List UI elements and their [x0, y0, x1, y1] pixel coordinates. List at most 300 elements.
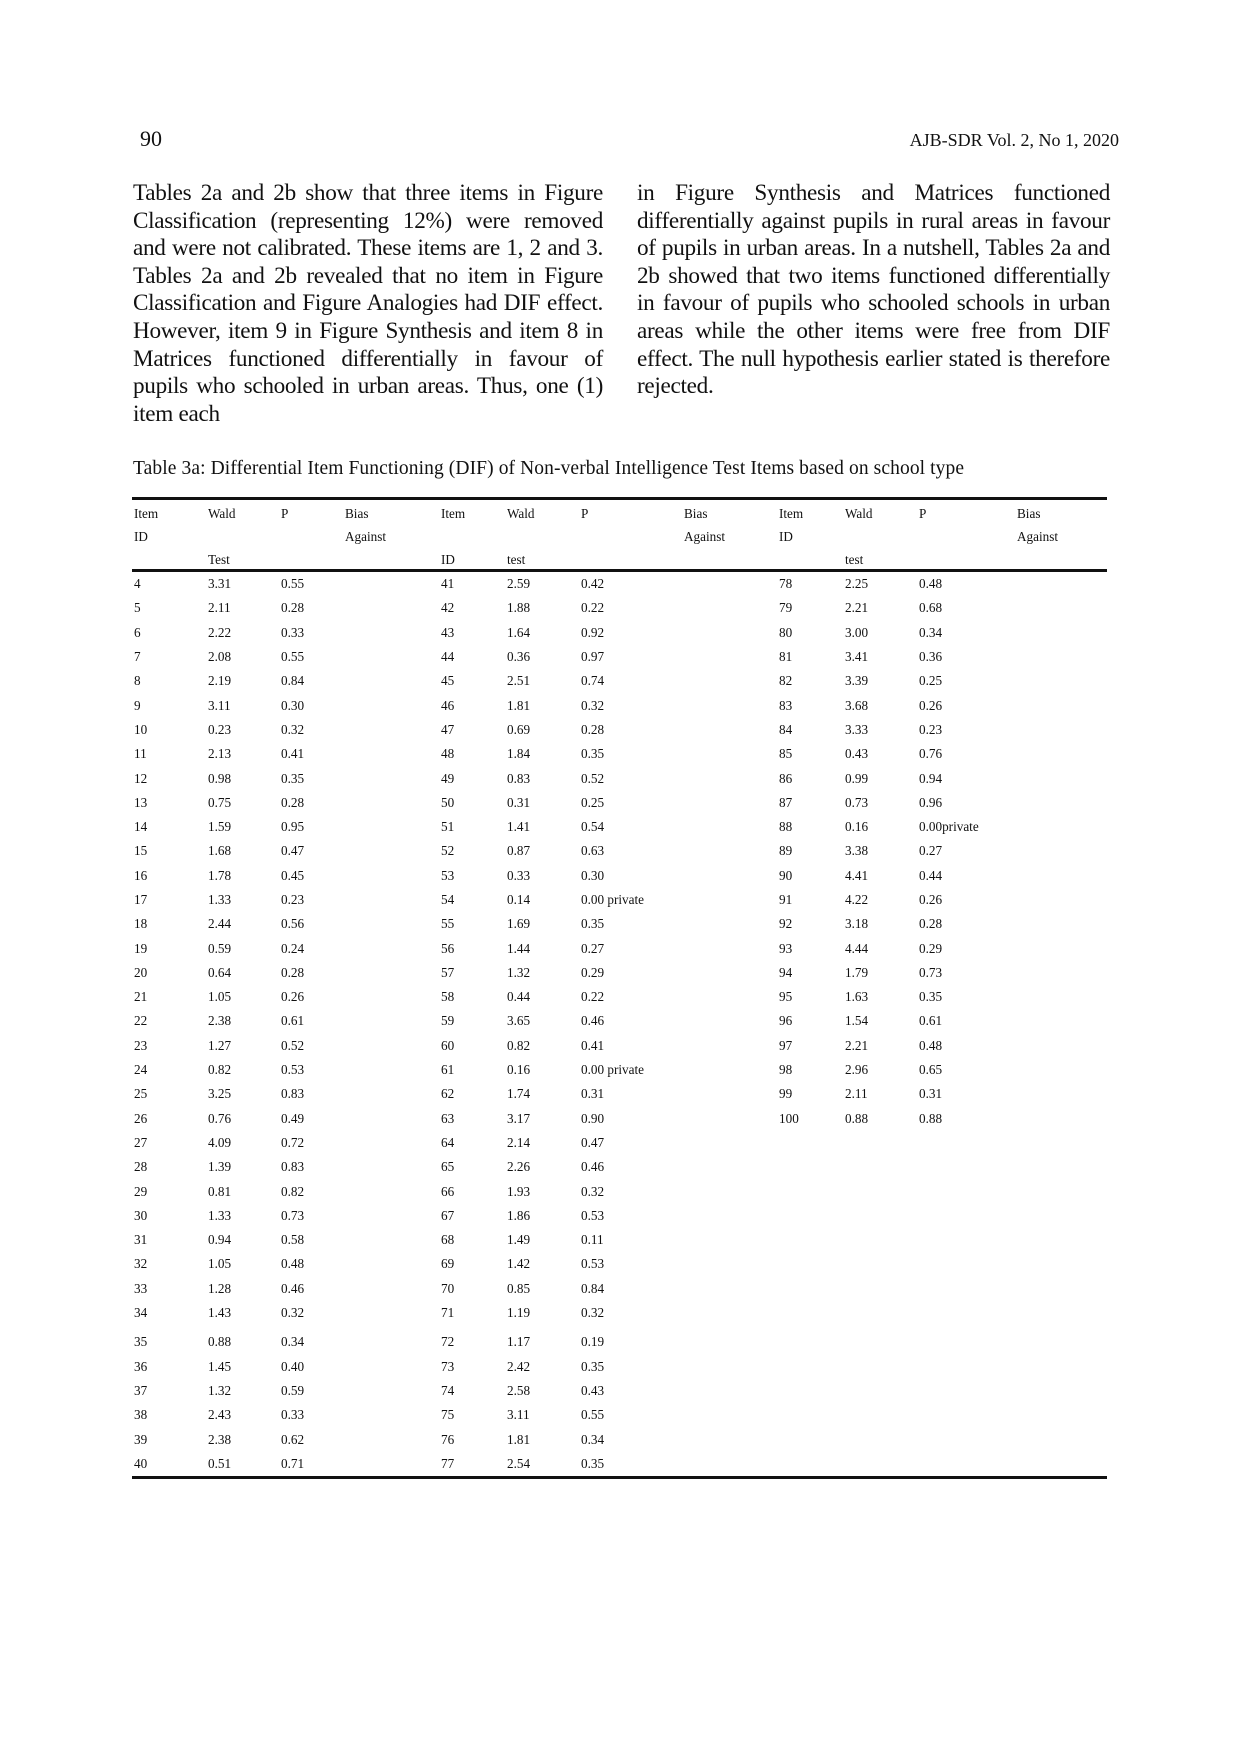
cell-wald-test: 3.31 — [208, 576, 232, 592]
cell-item-id — [777, 1155, 843, 1179]
cell-bias-against — [1015, 791, 1107, 815]
cell-bias-against — [682, 621, 777, 645]
cell-bias-against — [1015, 1107, 1107, 1131]
header-cell-p-value: P — [579, 499, 682, 524]
cell-p-value: 0.23 — [281, 892, 305, 907]
cell-wald-test: 0.44 — [507, 989, 531, 1005]
cell-wald-test: 1.68 — [208, 843, 232, 859]
cell-p-value: 0.00private — [919, 819, 979, 835]
cell-item-id: 43 — [441, 624, 455, 640]
header-cell-item-id: Item — [132, 499, 206, 524]
cell-p-value: 0.54 — [581, 819, 605, 835]
cell-bias-against — [682, 1155, 777, 1179]
dif-table — [132, 497, 1107, 1479]
cell-bias-against — [343, 815, 439, 839]
cell-bias-against — [682, 1427, 777, 1451]
header-cell-p-value — [579, 523, 682, 546]
cell-bias-against — [343, 1131, 439, 1155]
cell-bias-against — [682, 985, 777, 1009]
cell-p-value: 0.35 — [579, 1452, 682, 1478]
cell-wald-test: 0.51 — [206, 1452, 279, 1478]
cell-p-value: 0.59 — [281, 1382, 305, 1398]
table-row — [132, 742, 1107, 766]
table-row — [132, 1107, 1107, 1131]
cell-wald-test: 0.81 — [208, 1183, 232, 1199]
cell-p-value: 0.35 — [581, 746, 605, 762]
cell-item-id: 12 — [134, 770, 148, 786]
cell-wald-test: 4.44 — [845, 940, 869, 956]
header-cell-wald-test: test — [843, 546, 917, 571]
cell-wald-test: 2.19 — [208, 673, 232, 689]
cell-wald-test: 2.38 — [208, 1013, 232, 1029]
cell-wald-test: 2.26 — [507, 1159, 531, 1175]
cell-bias-against — [1015, 815, 1107, 839]
cell-p-value: 0.34 — [281, 1334, 305, 1350]
cell-p-value: 0.30 — [281, 697, 305, 713]
header-cell-p-value — [917, 546, 1015, 571]
cell-p-value: 0.36 — [919, 649, 943, 665]
cell-wald-test: 1.42 — [507, 1256, 531, 1272]
header-cell-wald-test — [505, 523, 579, 546]
cell-wald-test: 2.14 — [507, 1134, 531, 1150]
cell-wald-test: 1.33 — [208, 892, 232, 907]
cell-bias-against — [682, 571, 777, 597]
cell-p-value: 0.00 private — [581, 1062, 644, 1078]
cell-item-id: 29 — [134, 1183, 148, 1199]
cell-wald-test: 2.38 — [208, 1431, 232, 1447]
cell-p-value: 0.61 — [281, 1013, 305, 1029]
cell-item-id: 42 — [441, 600, 455, 616]
cell-wald-test: 2.43 — [208, 1407, 232, 1423]
table-row — [132, 1252, 1107, 1276]
cell-item-id: 100 — [779, 1110, 799, 1126]
cell-wald-test: 1.78 — [208, 867, 232, 883]
cell-bias-against — [343, 1252, 439, 1276]
cell-bias-against — [1015, 742, 1107, 766]
cell-p-value: 0.52 — [281, 1037, 305, 1053]
cell-bias-against — [682, 1379, 777, 1403]
header-cell-bias-against: Against — [345, 529, 387, 544]
cell-item-id: 6 — [134, 624, 141, 640]
cell-item-id: 88 — [779, 819, 793, 835]
cell-p-value: 0.32 — [281, 1305, 305, 1321]
cell-p-value: 0.55 — [281, 649, 305, 665]
cell-wald-test: 0.16 — [507, 1062, 531, 1078]
cell-bias-against — [682, 1228, 777, 1252]
cell-wald-test: 2.11 — [208, 600, 231, 616]
cell-item-id: 31 — [134, 1232, 148, 1248]
cell-p-value — [917, 1277, 1015, 1301]
table-body — [132, 571, 1107, 1478]
cell-bias-against — [1015, 1355, 1107, 1379]
cell-wald-test: 0.14 — [507, 892, 531, 907]
cell-wald-test — [843, 1379, 917, 1403]
cell-item-id — [777, 1427, 843, 1451]
cell-bias-against — [1015, 669, 1107, 693]
cell-p-value — [917, 1427, 1015, 1451]
cell-item-id: 55 — [441, 916, 455, 932]
header-cell-bias-against — [1015, 546, 1107, 571]
cell-item-id: 78 — [779, 576, 793, 592]
cell-item-id: 85 — [779, 746, 793, 762]
cell-wald-test: 2.54 — [505, 1452, 579, 1478]
cell-item-id: 83 — [779, 697, 793, 713]
cell-p-value: 0.55 — [581, 1407, 605, 1423]
cell-wald-test: 1.19 — [507, 1305, 531, 1321]
cell-wald-test: 1.79 — [845, 964, 869, 980]
cell-item-id: 26 — [134, 1110, 148, 1126]
cell-wald-test — [843, 1252, 917, 1276]
cell-bias-against — [1015, 1301, 1107, 1325]
cell-p-value: 0.97 — [581, 649, 605, 665]
cell-wald-test: 2.42 — [507, 1358, 531, 1374]
cell-item-id: 20 — [134, 964, 148, 980]
header-cell-item-id — [439, 523, 505, 546]
cell-item-id: 70 — [441, 1280, 455, 1296]
cell-wald-test: 1.05 — [208, 989, 232, 1005]
cell-wald-test: 0.73 — [845, 794, 869, 810]
cell-wald-test: 1.43 — [208, 1305, 232, 1321]
cell-item-id: 37 — [134, 1382, 148, 1398]
cell-p-value: 0.32 — [581, 1305, 605, 1321]
cell-item-id: 15 — [134, 843, 148, 859]
cell-bias-against — [1015, 645, 1107, 669]
cell-item-id: 17 — [134, 892, 148, 907]
cell-p-value: 0.65 — [919, 1062, 943, 1078]
cell-wald-test: 1.81 — [507, 1431, 531, 1447]
cell-bias-against — [1015, 1179, 1107, 1203]
cell-wald-test: 1.74 — [507, 1086, 531, 1102]
cell-wald-test: 3.25 — [208, 1086, 232, 1102]
cell-p-value — [917, 1204, 1015, 1228]
cell-wald-test: 2.96 — [845, 1062, 869, 1078]
cell-p-value — [917, 1301, 1015, 1325]
cell-item-id: 36 — [134, 1358, 148, 1374]
cell-item-id — [777, 1228, 843, 1252]
cell-p-value: 0.63 — [581, 843, 605, 859]
cell-p-value: 0.96 — [919, 794, 943, 810]
cell-item-id: 34 — [134, 1305, 148, 1321]
cell-bias-against — [343, 1009, 439, 1033]
cell-p-value: 0.27 — [581, 940, 605, 956]
header-cell-p-value — [279, 523, 343, 546]
cell-p-value: 0.28 — [281, 964, 305, 980]
cell-item-id — [777, 1131, 843, 1155]
cell-item-id: 71 — [441, 1305, 455, 1321]
cell-p-value: 0.46 — [281, 1280, 305, 1296]
body-text-right-column: in Figure Synthesis and Matrices functioned differentially against pupils in rural areas in favour of pupils in urban areas. In a nutshell, Tables 2a and 2b showed that two items functioned differentially in favour of pupils who schooled schools in urban areas while the other items were free from DIF effect. The null hypothesis earlier stated is therefore rejected. — [637, 180, 1110, 400]
cell-bias-against — [1015, 1452, 1107, 1478]
cell-wald-test: 1.64 — [507, 624, 531, 640]
cell-bias-against — [343, 766, 439, 790]
cell-item-id: 67 — [441, 1207, 455, 1223]
cell-item-id — [777, 1379, 843, 1403]
cell-bias-against — [343, 1403, 439, 1427]
cell-wald-test: 2.21 — [845, 1037, 869, 1053]
cell-item-id: 94 — [779, 964, 793, 980]
table-row — [132, 718, 1107, 742]
cell-wald-test: 0.16 — [845, 819, 869, 835]
cell-bias-against — [1015, 766, 1107, 790]
cell-item-id: 22 — [134, 1013, 148, 1029]
cell-p-value — [917, 1403, 1015, 1427]
cell-wald-test: 2.44 — [208, 916, 232, 932]
cell-item-id: 58 — [441, 989, 455, 1005]
cell-wald-test: 3.18 — [845, 916, 869, 932]
cell-wald-test: 1.63 — [845, 989, 869, 1005]
cell-item-id: 25 — [134, 1086, 148, 1102]
cell-wald-test: 2.22 — [208, 624, 232, 640]
cell-wald-test — [843, 1131, 917, 1155]
cell-wald-test: 0.69 — [507, 721, 531, 737]
cell-item-id: 14 — [134, 819, 148, 835]
cell-wald-test: 0.82 — [507, 1037, 531, 1053]
cell-wald-test: 3.33 — [845, 721, 869, 737]
cell-item-id: 64 — [441, 1134, 455, 1150]
cell-bias-against — [682, 936, 777, 960]
cell-item-id: 93 — [779, 940, 793, 956]
table-row — [132, 1034, 1107, 1058]
cell-p-value: 0.34 — [581, 1431, 605, 1447]
cell-bias-against — [343, 596, 439, 620]
cell-bias-against — [1015, 1379, 1107, 1403]
cell-item-id: 74 — [441, 1382, 455, 1398]
cell-bias-against — [343, 1427, 439, 1451]
cell-item-id: 8 — [134, 673, 141, 689]
table-row — [132, 1403, 1107, 1427]
cell-bias-against — [1015, 1082, 1107, 1106]
cell-bias-against — [682, 645, 777, 669]
table-row — [132, 1204, 1107, 1228]
cell-p-value: 0.55 — [281, 576, 305, 592]
cell-wald-test: 1.33 — [208, 1207, 232, 1223]
cell-bias-against — [343, 718, 439, 742]
cell-p-value: 0.32 — [581, 697, 605, 713]
cell-item-id: 28 — [134, 1159, 148, 1175]
cell-bias-against — [682, 1403, 777, 1427]
cell-wald-test: 0.94 — [208, 1232, 232, 1248]
cell-item-id: 49 — [441, 770, 455, 786]
cell-bias-against — [1015, 1228, 1107, 1252]
cell-bias-against — [1015, 985, 1107, 1009]
cell-item-id: 87 — [779, 794, 793, 810]
cell-item-id: 35 — [134, 1334, 148, 1350]
table-row — [132, 985, 1107, 1009]
cell-wald-test: 2.59 — [507, 576, 531, 592]
cell-item-id: 90 — [779, 867, 793, 883]
cell-p-value — [917, 1355, 1015, 1379]
table-row — [132, 1082, 1107, 1106]
cell-p-value: 0.27 — [919, 843, 943, 859]
cell-bias-against — [682, 718, 777, 742]
header-cell-item-id — [132, 546, 206, 571]
cell-p-value — [917, 1131, 1015, 1155]
header-cell-wald-test: test — [505, 546, 579, 571]
cell-bias-against — [682, 791, 777, 815]
cell-wald-test — [843, 1155, 917, 1179]
cell-bias-against — [343, 1379, 439, 1403]
table-row — [132, 1427, 1107, 1451]
table-row — [132, 864, 1107, 888]
cell-item-id: 38 — [134, 1407, 148, 1423]
table-row — [132, 1277, 1107, 1301]
cell-bias-against — [1015, 596, 1107, 620]
page-number: 90 — [140, 126, 162, 151]
cell-p-value: 0.22 — [581, 600, 605, 616]
cell-bias-against — [682, 596, 777, 620]
cell-bias-against — [682, 1325, 777, 1354]
cell-wald-test — [843, 1452, 917, 1478]
cell-p-value: 0.22 — [581, 989, 605, 1005]
cell-wald-test: 0.88 — [845, 1110, 869, 1126]
cell-wald-test: 2.58 — [507, 1382, 531, 1398]
cell-item-id: 80 — [779, 624, 793, 640]
cell-wald-test — [843, 1325, 917, 1354]
cell-wald-test: 0.83 — [507, 770, 531, 786]
cell-wald-test: 2.21 — [845, 600, 869, 616]
table-row — [132, 1179, 1107, 1203]
cell-bias-against — [682, 1204, 777, 1228]
cell-item-id: 10 — [134, 721, 148, 737]
cell-p-value: 0.47 — [581, 1134, 605, 1150]
cell-p-value — [917, 1252, 1015, 1276]
cell-p-value: 0.48 — [281, 1256, 305, 1272]
cell-p-value: 0.33 — [281, 1407, 305, 1423]
table-row — [132, 1155, 1107, 1179]
table-row — [132, 839, 1107, 863]
cell-item-id: 98 — [779, 1062, 793, 1078]
cell-item-id: 61 — [441, 1062, 455, 1078]
cell-p-value: 0.83 — [281, 1159, 305, 1175]
cell-bias-against — [343, 1082, 439, 1106]
cell-wald-test: 1.69 — [507, 916, 531, 932]
cell-p-value: 0.31 — [919, 1086, 943, 1102]
cell-bias-against — [343, 1058, 439, 1082]
cell-item-id: 41 — [441, 576, 455, 592]
table-row — [132, 888, 1107, 912]
cell-item-id: 69 — [441, 1256, 455, 1272]
cell-wald-test: 0.99 — [845, 770, 869, 786]
cell-bias-against — [1015, 888, 1107, 912]
cell-item-id: 44 — [441, 649, 455, 665]
cell-wald-test: 0.36 — [507, 649, 531, 665]
cell-bias-against — [343, 571, 439, 597]
cell-item-id: 73 — [441, 1358, 455, 1374]
header-row — [132, 499, 1107, 524]
cell-p-value: 0.48 — [919, 576, 943, 592]
cell-wald-test: 1.54 — [845, 1013, 869, 1029]
cell-bias-against — [343, 1228, 439, 1252]
cell-p-value: 0.73 — [919, 964, 943, 980]
cell-wald-test: 0.43 — [845, 746, 869, 762]
cell-wald-test: 0.76 — [208, 1110, 232, 1126]
cell-item-id: 96 — [779, 1013, 793, 1029]
cell-wald-test: 3.38 — [845, 843, 869, 859]
cell-p-value: 0.49 — [281, 1110, 305, 1126]
cell-wald-test: 4.41 — [845, 867, 869, 883]
cell-item-id: 82 — [779, 673, 793, 689]
cell-bias-against — [682, 961, 777, 985]
table-caption: Table 3a: Differential Item Functioning (DIF) of Non-verbal Intelligence Test Items based on school type — [133, 458, 965, 479]
table-row — [132, 936, 1107, 960]
cell-item-id — [777, 1325, 843, 1354]
cell-wald-test: 3.65 — [507, 1013, 531, 1029]
cell-wald-test — [843, 1228, 917, 1252]
cell-wald-test: 0.82 — [208, 1062, 232, 1078]
header-cell-item-id: ID — [134, 529, 148, 544]
header-cell-item-id: Item — [777, 499, 843, 524]
cell-wald-test: 2.25 — [845, 576, 869, 592]
cell-wald-test — [843, 1403, 917, 1427]
cell-item-id: 59 — [441, 1013, 455, 1029]
cell-p-value: 0.76 — [919, 746, 943, 762]
cell-wald-test: 0.88 — [208, 1334, 232, 1350]
cell-wald-test: 3.17 — [507, 1110, 531, 1126]
cell-item-id: 68 — [441, 1232, 455, 1248]
cell-item-id: 27 — [134, 1134, 148, 1150]
cell-wald-test: 1.39 — [208, 1159, 232, 1175]
cell-p-value: 0.33 — [281, 624, 305, 640]
header-row — [132, 523, 1107, 546]
cell-bias-against — [1015, 961, 1107, 985]
cell-p-value: 0.35 — [581, 916, 605, 932]
cell-wald-test: 1.27 — [208, 1037, 232, 1053]
cell-item-id: 5 — [134, 600, 141, 616]
table-row — [132, 1379, 1107, 1403]
cell-item-id: 57 — [441, 964, 455, 980]
cell-bias-against — [682, 1179, 777, 1203]
cell-item-id: 52 — [441, 843, 455, 859]
cell-p-value: 0.42 — [581, 576, 605, 592]
cell-p-value: 0.83 — [281, 1086, 305, 1102]
cell-wald-test: 3.00 — [845, 624, 869, 640]
header-cell-wald-test: Wald — [505, 499, 579, 524]
header-cell-p-value — [279, 546, 343, 571]
cell-wald-test: 3.11 — [208, 697, 231, 713]
cell-wald-test: 1.17 — [507, 1334, 531, 1350]
table-row — [132, 912, 1107, 936]
cell-p-value: 0.41 — [581, 1037, 605, 1053]
cell-wald-test: 0.98 — [208, 770, 232, 786]
cell-item-id: 53 — [441, 867, 455, 883]
cell-bias-against — [343, 1301, 439, 1325]
cell-p-value: 0.73 — [281, 1207, 305, 1223]
cell-item-id: 21 — [134, 989, 148, 1005]
cell-wald-test: 3.68 — [845, 697, 869, 713]
cell-bias-against — [1015, 1325, 1107, 1354]
cell-p-value: 0.40 — [281, 1358, 305, 1374]
cell-wald-test — [843, 1179, 917, 1203]
cell-p-value: 0.56 — [281, 916, 305, 932]
cell-wald-test — [843, 1301, 917, 1325]
cell-p-value: 0.61 — [919, 1013, 943, 1029]
table-row — [132, 571, 1107, 597]
cell-bias-against — [1015, 1034, 1107, 1058]
cell-bias-against — [343, 912, 439, 936]
cell-p-value: 0.32 — [581, 1183, 605, 1199]
cell-wald-test: 1.05 — [208, 1256, 232, 1272]
cell-bias-against — [343, 1107, 439, 1131]
header-cell-wald-test: Wald — [843, 499, 917, 524]
cell-wald-test: 1.59 — [208, 819, 232, 835]
cell-item-id — [777, 1277, 843, 1301]
cell-item-id: 81 — [779, 649, 793, 665]
header-cell-item-id: ID — [439, 546, 505, 571]
cell-bias-against — [682, 1131, 777, 1155]
cell-wald-test: 1.88 — [507, 600, 531, 616]
cell-p-value — [917, 1325, 1015, 1354]
cell-item-id: 13 — [134, 794, 148, 810]
